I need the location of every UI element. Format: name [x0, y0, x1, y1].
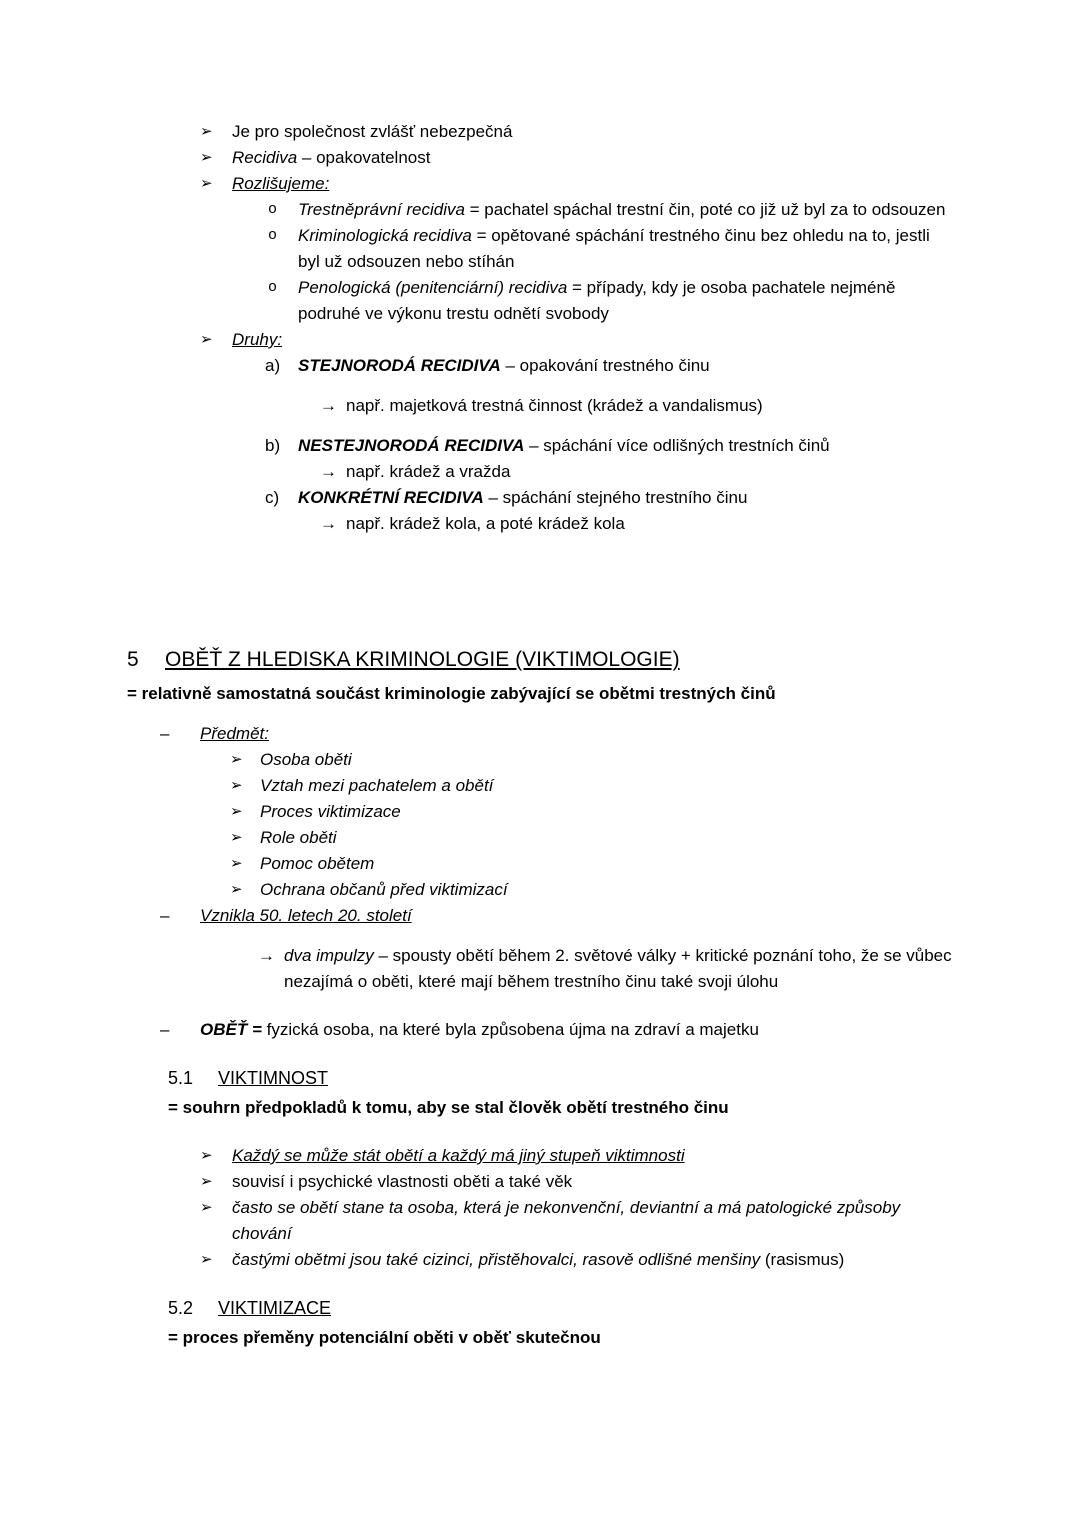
arrow-bullet-icon: ➢	[230, 751, 243, 768]
text-segment: Proces viktimizace	[260, 802, 401, 821]
list-item	[127, 799, 952, 825]
item-text	[298, 275, 952, 327]
text-segment: – spáchání více odlišných trestních činů	[524, 436, 830, 455]
text-segment: = opětované spáchání trestného činu bez ohledu na to, jestli byl už odsouzen nebo stíhán	[298, 226, 930, 271]
text-segment: Recidiva	[232, 148, 298, 167]
text-segment: např. majetková trestná činnost (krádež a vandalismus)	[346, 396, 763, 415]
item-text	[346, 459, 952, 485]
text-segment: často se obětí stane ta osoba, která je nekonvenční, deviantní a má patologické způsoby chování	[232, 1198, 901, 1243]
arrow-bullet-icon: ➢	[230, 777, 243, 794]
list-item	[127, 327, 952, 353]
item-text	[168, 1095, 952, 1121]
text-segment: = případy, kdy je osoba pachatele nejméně podruhé ve výkonu trestu odnětí svobody	[298, 278, 896, 323]
text-segment: KONKRÉTNÍ RECIDIVA	[298, 488, 484, 507]
item-text	[346, 511, 952, 537]
list-item	[127, 943, 952, 995]
item-text	[298, 353, 952, 379]
item-text	[232, 171, 952, 197]
text-segment: Druhy:	[232, 330, 283, 349]
item-text	[200, 1017, 952, 1043]
item-text	[260, 747, 952, 773]
text-segment: Předmět:	[200, 724, 269, 743]
list-item	[127, 721, 952, 747]
definition-line	[127, 1095, 952, 1121]
arrow-bullet-icon: ➢	[200, 331, 213, 348]
text-segment: Penologická (penitenciární) recidiva	[298, 278, 568, 297]
list-item	[127, 1169, 952, 1195]
list-item	[127, 223, 952, 275]
text-segment: častými obětmi jsou také cizinci, přistěhovalci, rasově odlišné menšiny	[232, 1250, 761, 1269]
list-item	[127, 877, 952, 903]
circle-bullet-icon: o	[268, 201, 278, 218]
text-segment: Pomoc obětem	[260, 854, 375, 873]
text-segment: = proces přeměny potenciální oběti v oběť skutečnou	[168, 1328, 601, 1347]
list-item	[127, 433, 952, 459]
text-segment: dva impulzy	[284, 946, 374, 965]
text-segment: např. krádež a vražda	[346, 462, 511, 481]
arrow-bullet-icon: ➢	[200, 149, 213, 166]
subsection-heading	[127, 1295, 952, 1322]
list-item	[127, 773, 952, 799]
item-text	[232, 1143, 952, 1169]
list-item	[127, 119, 952, 145]
heading-number: 5.1	[168, 1068, 194, 1088]
text-segment: = relativně samostatná součást kriminologie zabývající se obětmi trestných činů	[127, 684, 776, 703]
list-item	[127, 171, 952, 197]
text-segment: Vztah mezi pachatelem a obětí	[260, 776, 494, 795]
arrow-bullet-icon: ➢	[230, 855, 243, 872]
arrow-right-icon: →	[320, 462, 337, 481]
text-segment: – spousty obětí během 2. světové války + kritické poznání toho, že se vůbec nezajímá o oběti, které mají během trestního činu také svoji úlohu	[284, 946, 952, 991]
item-text	[168, 1325, 952, 1351]
text-segment: Každý se může stát obětí a každý má jiný stupeň viktimnosti	[232, 1146, 685, 1165]
list-item	[127, 485, 952, 511]
arrow-bullet-icon: ➢	[200, 1173, 213, 1190]
list-item	[127, 1017, 952, 1043]
list-item	[127, 747, 952, 773]
text-segment: Trestněprávní recidiva	[298, 200, 465, 219]
arrow-right-icon: →	[320, 396, 337, 415]
list-item	[127, 459, 952, 485]
list-item	[127, 825, 952, 851]
dash-bullet-icon: –	[160, 1020, 170, 1039]
list-item	[127, 511, 952, 537]
dash-bullet-icon: –	[160, 724, 170, 743]
list-item	[127, 1247, 952, 1273]
text-segment: NESTEJNORODÁ RECIDIVA	[298, 436, 525, 455]
item-text	[260, 825, 952, 851]
text-segment: – opakovatelnost	[297, 148, 431, 167]
text-segment: souvisí i psychické vlastnosti oběti a také věk	[232, 1172, 573, 1191]
item-text	[200, 903, 952, 929]
list-item	[127, 197, 952, 223]
definition-line	[127, 681, 952, 707]
alpha-list-marker: c)	[265, 488, 280, 507]
item-text	[298, 197, 952, 223]
text-segment: např. krádež kola, a poté krádež kola	[346, 514, 625, 533]
list-item	[127, 1143, 952, 1169]
heading-number: 5	[127, 648, 139, 671]
item-text	[298, 223, 952, 275]
list-item	[127, 903, 952, 929]
item-text	[232, 1195, 952, 1247]
item-text	[284, 943, 952, 995]
arrow-right-icon: →	[320, 514, 337, 533]
item-text	[232, 1247, 952, 1273]
arrow-right-icon: →	[258, 946, 275, 965]
heading-title: OBĚŤ Z HLEDISKA KRIMINOLOGIE (VIKTIMOLOGIE)	[165, 648, 680, 671]
list-item	[127, 275, 952, 327]
item-text	[298, 485, 952, 511]
item-text	[200, 721, 952, 747]
text-segment: – opakování trestného činu	[500, 356, 710, 375]
text-segment: STEJNORODÁ RECIDIVA	[298, 356, 501, 375]
text-segment: Role oběti	[260, 828, 337, 847]
text-segment: fyzická osoba, na které byla způsobena újma na zdraví a majetku	[261, 1020, 759, 1039]
text-segment: Osoba oběti	[260, 750, 352, 769]
text-segment: (rasismus)	[760, 1250, 845, 1269]
heading-number: 5.2	[168, 1298, 194, 1318]
item-text	[232, 327, 952, 353]
item-text	[260, 877, 952, 903]
item-text	[260, 851, 952, 877]
definition-line	[127, 1325, 952, 1351]
item-text	[346, 393, 952, 419]
item-text	[232, 1169, 952, 1195]
list-item	[127, 851, 952, 877]
document-body	[127, 119, 952, 1351]
heading-title: VIKTIMNOST	[218, 1068, 329, 1088]
item-text	[232, 145, 952, 171]
subsection-heading	[127, 1065, 952, 1092]
text-segment: Kriminologická recidiva	[298, 226, 472, 245]
heading-title: VIKTIMIZACE	[218, 1298, 332, 1318]
item-text	[232, 119, 952, 145]
text-segment: – spáchání stejného trestního činu	[483, 488, 748, 507]
item-text	[127, 681, 952, 707]
text-segment: = pachatel spáchal trestní čin, poté co již už byl za to odsouzen	[464, 200, 946, 219]
arrow-bullet-icon: ➢	[200, 175, 213, 192]
circle-bullet-icon: o	[268, 227, 278, 244]
text-segment: OBĚŤ =	[200, 1020, 262, 1039]
arrow-bullet-icon: ➢	[200, 1147, 213, 1164]
text-segment: Ochrana občanů před viktimizací	[260, 880, 508, 899]
list-item	[127, 393, 952, 419]
list-item	[127, 1195, 952, 1247]
text-segment: Je pro společnost zvlášť nebezpečná	[232, 122, 513, 141]
circle-bullet-icon: o	[268, 279, 278, 296]
arrow-bullet-icon: ➢	[230, 881, 243, 898]
text-segment: Rozlišujeme:	[232, 174, 330, 193]
item-text	[260, 799, 952, 825]
alpha-list-marker: a)	[265, 356, 281, 375]
item-text	[260, 773, 952, 799]
arrow-bullet-icon: ➢	[200, 1199, 213, 1216]
text-segment: Vznikla 50. letech 20. století	[200, 906, 412, 925]
list-item	[127, 145, 952, 171]
alpha-list-marker: b)	[265, 436, 281, 455]
arrow-bullet-icon: ➢	[200, 123, 213, 140]
list-item	[127, 353, 952, 379]
section-heading	[127, 645, 952, 675]
arrow-bullet-icon: ➢	[200, 1251, 213, 1268]
arrow-bullet-icon: ➢	[230, 829, 243, 846]
item-text	[298, 433, 952, 459]
dash-bullet-icon: –	[160, 906, 170, 925]
text-segment: = souhrn předpokladů k tomu, aby se stal člověk obětí trestného činu	[168, 1098, 729, 1117]
arrow-bullet-icon: ➢	[230, 803, 243, 820]
